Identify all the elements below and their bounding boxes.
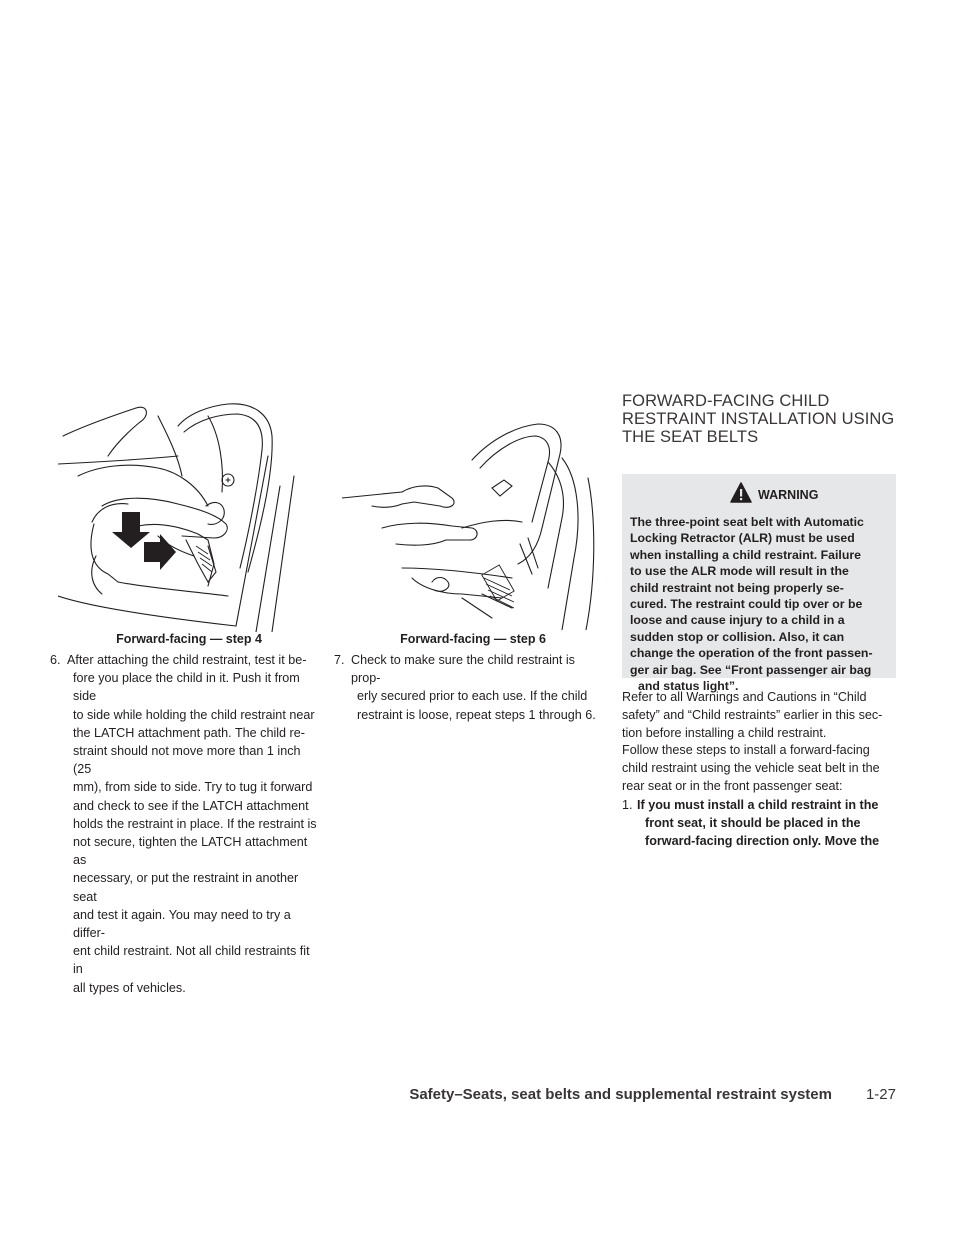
step-line: and check to see if the LATCH attachment xyxy=(73,798,309,813)
child-seat-latch-illustration xyxy=(58,396,320,632)
page-footer xyxy=(409,1086,896,1108)
warning-line: sudden stop or collision. Also, it can xyxy=(630,629,845,644)
section-title xyxy=(622,392,896,446)
warning-line: cured. The restraint could tip over or be xyxy=(630,597,863,612)
step-number: 7. xyxy=(334,653,345,667)
paragraph-line: tion before installing a child restraint. xyxy=(622,726,827,741)
section-title-line: RESTRAINT INSTALLATION USING xyxy=(622,410,895,428)
step-line: to side while holding the child restraint near xyxy=(73,707,315,722)
figure-forward-facing-step-4 xyxy=(58,396,320,632)
warning-label: WARNING xyxy=(758,488,819,502)
child-seat-belt-illustration xyxy=(342,418,604,630)
step-1 xyxy=(622,796,896,851)
warning-header xyxy=(622,482,896,506)
step-line: straint should not move more than 1 inch (25 xyxy=(73,744,301,777)
step-line: If you must install a child restraint in the xyxy=(637,798,879,812)
warning-line: child restraint not being properly se- xyxy=(630,580,844,595)
arrow-right-icon xyxy=(144,534,176,570)
step-line: all types of vehicles. xyxy=(73,980,186,995)
warning-line: when installing a child restraint. Failure xyxy=(630,547,861,562)
step-line: holds the restraint in place. If the restraint is xyxy=(73,816,317,831)
warning-line: The three-point seat belt with Automatic xyxy=(630,515,864,529)
figure-forward-facing-step-6 xyxy=(342,418,604,630)
step-line: front seat, it should be placed in the xyxy=(645,816,861,831)
paragraph-line: Follow these steps to install a forward-facing xyxy=(622,743,870,757)
warning-triangle-icon xyxy=(730,482,752,509)
step-line: ent child restraint. Not all child restraints fit in xyxy=(73,944,310,977)
paragraph-line: safety” and “Child restraints” earlier in this sec- xyxy=(622,708,883,723)
footer-section-title: Safety–Seats, seat belts and supplemental restraint system xyxy=(409,1086,832,1103)
section-title-line: THE SEAT BELTS xyxy=(622,428,759,446)
step-line: forward-facing direction only. Move the xyxy=(645,834,880,849)
warning-line: change the operation of the front passen- xyxy=(630,646,873,661)
step-number: 6. xyxy=(50,653,61,667)
warning-text xyxy=(630,514,890,694)
step-line: not secure, tighten the LATCH attachment as xyxy=(73,835,308,868)
section-title-line: FORWARD-FACING CHILD xyxy=(622,392,830,410)
warning-line: loose and cause injury to a child in a xyxy=(630,613,845,628)
step-line: restraint is loose, repeat steps 1 through 6. xyxy=(357,707,596,722)
step-line: Check to make sure the child restraint is prop- xyxy=(351,653,575,686)
step-line: After attaching the child restraint, test it be- xyxy=(67,653,307,667)
warning-line: and status light”. xyxy=(638,679,739,694)
step-line: erly secured prior to each use. If the child xyxy=(357,689,588,704)
paragraph-line: rear seat or in the front passenger seat: xyxy=(622,779,843,794)
step-line: fore you place the child in it. Push it from side xyxy=(73,671,300,704)
paragraph-follow xyxy=(622,741,896,796)
warning-box xyxy=(622,474,896,694)
figure-caption: Forward-facing — step 6 xyxy=(400,632,546,646)
paragraph-line: Refer to all Warnings and Cautions in “Child xyxy=(622,690,867,704)
step-line: and test it again. You may need to try a differ- xyxy=(73,907,291,941)
step-7 xyxy=(334,651,604,724)
step-6 xyxy=(50,651,320,997)
warning-line: ger air bag. See “Front passenger air bag xyxy=(630,662,872,677)
warning-line: to use the ALR mode will result in the xyxy=(630,564,849,579)
step-line: necessary, or put the restraint in another seat xyxy=(73,871,299,904)
figure-caption: Forward-facing — step 4 xyxy=(116,632,262,646)
page-number: 1-27 xyxy=(865,1086,896,1103)
paragraph-line: child restraint using the vehicle seat belt in the xyxy=(622,761,880,776)
paragraph-refer xyxy=(622,688,896,743)
step-number: 1. xyxy=(622,798,633,812)
step-line: mm), from side to side. Try to tug it forward xyxy=(73,780,313,795)
warning-line: Locking Retractor (ALR) must be used xyxy=(630,531,855,546)
step-line: the LATCH attachment path. The child re- xyxy=(73,725,305,740)
